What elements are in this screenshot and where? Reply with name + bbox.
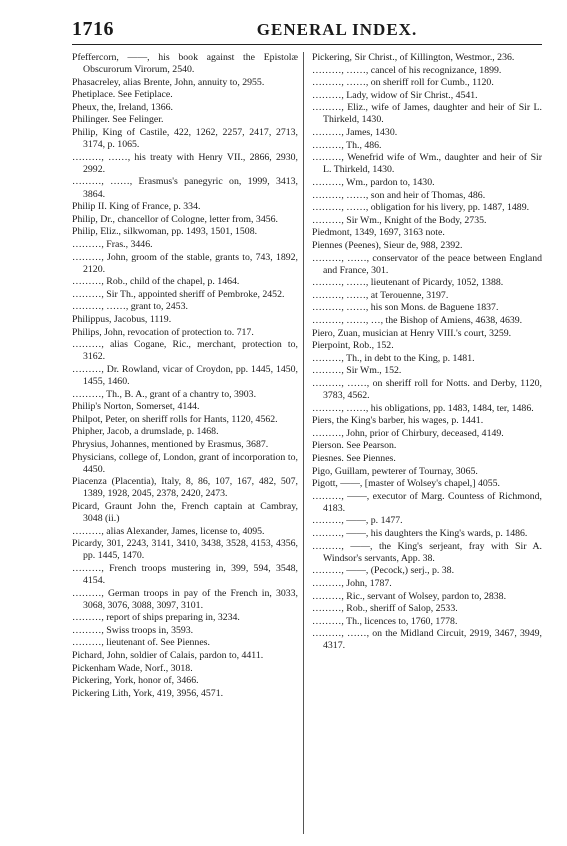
page-number: 1716 [72,18,114,40]
index-entry: ………, ——, p. 1477. [312,515,403,527]
index-entry: Philippus, Jacobus, 1119. [72,313,172,325]
index-entry: ………, Th., 486. [312,139,382,151]
index-entry: Pickering, York, honor of, 3466. [72,675,199,687]
index-column-right [312,52,542,653]
index-entry: Piennes (Peenes), Sieur de, 988, 2392. [312,239,463,251]
index-entry: Piers, the King's barber, his wages, p. 1441. [312,415,484,427]
header-rule [72,44,542,45]
index-entry: ………, Sir Wm., Knight of the Body, 2735. [312,214,487,226]
index-entry: ………, ……, his son Mons. de Baguene 1837. [312,302,499,314]
index-entry: ………, ——, (Pecock,) serj., p. 38. [312,565,455,577]
index-entry: ………, ……, at Terouenne, 3197. [312,289,449,301]
index-entry: ………, French troops mustering in, 399, 594, 3548, 4154. [72,562,298,586]
column-divider [303,52,304,834]
index-entry: ………, Ric., servant of Wolsey, pardon to, 2838. [312,590,507,602]
index-entry: ………, alias Cogane, Ric., merchant, protection to, 3162. [72,339,298,363]
index-entry: ………, Sir Wm., 152. [312,365,402,377]
index-entry: ………, James, 1430. [312,127,398,139]
index-entry: Picardy, 301, 2243, 3141, 3410, 3438, 3528, 4153, 4356, pp. 1445, 1470. [72,538,298,562]
index-entry: ………, Rob., sheriff of Salop, 2533. [312,603,458,615]
index-entry: ………, Th., in debt to the King, p. 1481. [312,352,475,364]
index-entry: ………, Sir Th., appointed sheriff of Pembroke, 2452. [72,288,285,300]
index-entry: Pickering, Sir Christ., of Killington, Westmor., 236. [312,52,515,63]
index-entry: Physicians, college of, London, grant of incorporation to, 4450. [72,451,298,475]
index-entry: ………, ……, on sheriff roll for Cumb., 1120. [312,77,494,89]
index-entry: Phrysius, Johannes, mentioned by Erasmus, 3687. [72,438,269,450]
index-entry: Philpot, Peter, on sheriff rolls for Hants, 1120, 4562. [72,413,278,425]
index-entry: Philinger. See Felinger. [72,114,164,126]
index-entry: Piero, Zuan, musician at Henry VIII.'s court, 3259. [312,327,512,339]
index-entry: Pierson. See Pearson. [312,440,397,452]
index-entry: Pickering Lith, York, 419, 3956, 4571. [72,687,224,699]
index-entry: Pickenham Wade, Norf., 3018. [72,662,193,674]
index-entry: Piedmont, 1349, 1697, 3163 note. [312,227,445,239]
index-entry: ………, ……, grant to, 2453. [72,301,188,313]
index-entry: ………, John, 1787. [312,577,392,589]
index-entry: Piesnes. See Piennes. [312,453,396,464]
page-header [72,18,542,44]
index-entry: ………, ……, cancel of his recognizance, 1899. [312,64,502,76]
index-entry: ………, Wenefrid wife of Wm., daughter and heir of Sir L. Thirkeld, 1430. [312,152,542,176]
index-entry: Philip, King of Castile, 422, 1262, 2257, 2417, 2713, 3174, p. 1065. [72,127,298,151]
index-entry: ………, Wm., pardon to, 1430. [312,176,435,188]
index-entry: ………, ……, conservator of the peace between England and France, 301. [312,252,542,276]
index-entry: Philips, John, revocation of protection to. 717. [72,326,254,338]
index-entry: ………, Fras., 3446. [72,238,153,250]
index-entry: ………, lieutenant of. See Piennes. [72,637,210,649]
index-entry: ………, John, prior of Chirbury, deceased, 4149. [312,427,504,439]
page-title: GENERAL INDEX. [256,20,418,39]
index-entry: ………, Eliz., wife of James, daughter and heir of Sir L. Thirkeld, 1430. [312,102,542,126]
index-entry: ………, ……, his treaty with Henry VII., 2866, 2930, 2992. [72,151,298,175]
index-entry: Phasacreley, alias Brente, John, annuity to, 2955. [72,76,265,88]
index-entry: ………, ……, Erasmus's panegyric on, 1999, 3413, 3864. [72,176,298,200]
index-entry: Pierpoint, Rob., 152. [312,340,394,352]
index-entry: ………, ……, lieutenant of Picardy, 1052, 1388. [312,277,504,289]
index-entry: ………, Lady, widow of Sir Christ., 4541. [312,89,478,101]
index-entry: Phetiplace. See Fetiplace. [72,89,173,101]
index-entry: Phipher, Jacob, a drumslade, p. 1468. [72,426,219,438]
index-entry: Pichard, John, soldier of Calais, pardon to, 4411. [72,650,264,661]
index-entry: Pfeffercorn, ——, his book against the Epistolæ Obscurorum Virorum, 2540. [72,52,298,76]
index-entry: ………, alias Alexander, James, license to, 4095. [72,525,265,537]
index-entry: ………, Dr. Rowland, vicar of Croydon, pp. 1445, 1450, 1455, 1460. [72,363,298,387]
index-entry: ………, Th., B. A., grant of a chantry to, 3903. [72,388,257,400]
index-entry: Philip, Dr., chancellor of Cologne, letter from, 3456. [72,213,278,225]
index-entry: Pigo, Guillam, pewterer of Tournay, 3065. [312,465,478,477]
index-entry: ………, ……, son and heir of Thomas, 486. [312,189,486,201]
index-entry: ………, ……, obligation for his livery, pp. 1487, 1489. [312,202,530,214]
index-entry: ………, report of ships preparing in, 3234. [72,612,240,624]
index-entry: ………, ……, on the Midland Circuit, 2919, 3467, 3949, 4317. [312,628,542,652]
index-entry: Picard, Graunt John the, French captain at Cambray, 3048 (ii.) [72,500,298,524]
index-entry: ………, ——, executor of Marg. Countess of Richmond, 4183. [312,490,542,514]
index-entry: ………, ——, the King's serjeant, fray with Sir A. Windsor's servants, App. 38. [312,540,542,564]
index-entry: ………, John, groom of the stable, grants to, 743, 1892, 2120. [72,251,298,275]
index-entry: ………, ……, …, the Bishop of Amiens, 4638, 4639. [312,314,523,326]
index-entry: Philip II. King of France, p. 334. [72,201,201,213]
index-entry: Philip, Eliz., silkwoman, pp. 1493, 1501, 1508. [72,226,258,238]
index-entry: ………, ……, on sheriff roll for Notts. and Derby, 1120, 3783, 4562. [312,377,542,402]
index-column-left [72,52,298,700]
index-entry: ………, ……, his obligations, pp. 1483, 1484, ter, 1486. [312,402,534,414]
index-entry: ………, German troops in pay of the French in, 3033, 3068, 3076, 3088, 3097, 3101. [72,587,298,611]
index-entry: ………, ——, his daughters the King's wards, p. 1486. [312,528,528,540]
index-entry: Pigott, ——, [master of Wolsey's chapel,] 4055. [312,478,500,490]
index-entry: ………, Th., licences to, 1760, 1778. [312,615,458,627]
index-entry: ………, Rob., child of the chapel, p. 1464. [72,276,240,288]
index-entry: Piacenza (Placentia), Italy, 8, 86, 107, 167, 482, 507, 1389, 1928, 2045, 2378, 2420, 2473. [72,476,298,500]
index-entry: ………, Swiss troops in, 3593. [72,624,194,636]
index-entry: Pheux, the, Ireland, 1366. [72,101,173,113]
index-entry: Philip's Norton, Somerset, 4144. [72,401,200,413]
